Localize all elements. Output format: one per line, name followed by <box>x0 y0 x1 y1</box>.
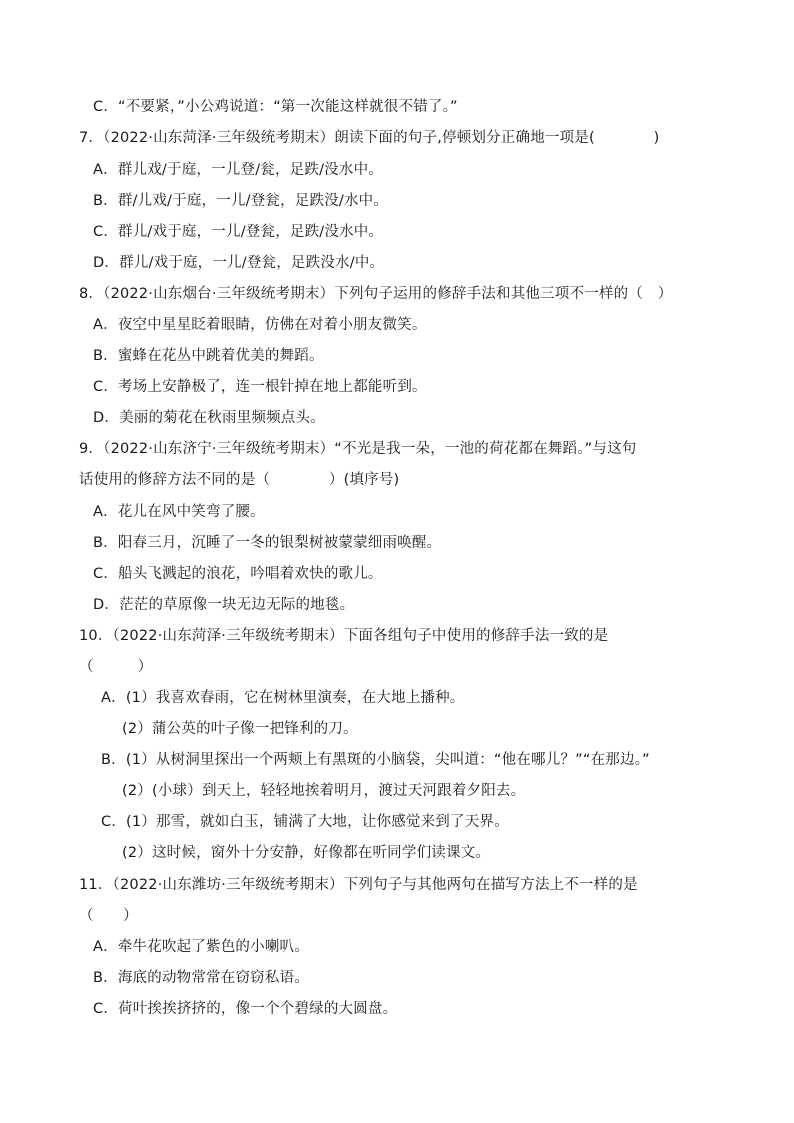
sub-option-text: (2）(小球）到天上，轻轻地挨着明月，渡过天河跟着夕阳去。 <box>122 783 526 799</box>
question-continuation: （ ） <box>79 908 138 924</box>
option-text: A．(1）我喜欢春雨，它在树林里演奏，在大地上播种。 <box>101 690 465 706</box>
option-text: C．荷叶挨挨挤挤的，像一个个碧绿的大圆盘。 <box>93 1001 398 1017</box>
question-text: 8．（2022·山东烟台·三年级统考期末）下列句子运用的修辞手法和其他三项不一样的（ ） <box>79 286 673 302</box>
question-continuation: 话使用的修辞方法不同的是（ ）(填序号) <box>79 472 400 488</box>
option-text: C．(1）那雪，就如白玉，铺满了大地，让你感觉来到了天界。 <box>101 814 509 830</box>
option-text: A．群儿戏/于庭，一儿登/瓮，足跌/没水中。 <box>93 162 383 178</box>
option-text: C．船头飞溅起的浪花，吟唱着欢快的歌儿。 <box>93 566 383 582</box>
option-text: B．群/儿戏/于庭，一儿/登瓮，足跌没/水中。 <box>93 193 389 209</box>
option-text: A．牵牛花吹起了紫色的小喇叭。 <box>93 939 309 955</box>
option-text: C．“不要紧，”小公鸡说道：“第一次能这样就很不错了。” <box>93 99 458 115</box>
option-text: B．(1）从树洞里探出一个两颊上有黑斑的小脑袋，尖叫道：“他在哪儿？”“在那边。” <box>101 752 650 768</box>
option-text: D．美丽的菊花在秋雨里频频点头。 <box>93 410 325 426</box>
sub-option-text: (2）蒲公英的叶子像一把锋利的刀。 <box>122 721 358 737</box>
question-text: 11．（2022·山东潍坊·三年级统考期末）下列句子与其他两句在描写方法上不一样的是 <box>79 877 638 893</box>
question-continuation: （ ） <box>79 659 153 675</box>
option-text: B．蜜蜂在花丛中跳着优美的舞蹈。 <box>93 348 324 364</box>
question-text: 7．（2022·山东菏泽·三年级统考期末）朗读下面的句子,停顿划分正确地一项是( ) <box>79 130 660 146</box>
option-text: C．群儿/戏于庭，一儿/登瓮，足跌/没水中。 <box>93 224 384 240</box>
option-text: B．阳春三月，沉睡了一冬的银梨树被蒙蒙细雨唤醒。 <box>93 535 442 551</box>
option-text: D．群儿/戏于庭，一儿/登瓮，足跌没水/中。 <box>93 255 385 271</box>
option-text: A．夜空中星星眨着眼睛，仿佛在对着小朋友微笑。 <box>93 317 427 333</box>
option-text: B．海底的动物常常在窃窃私语。 <box>93 970 309 986</box>
question-text: 9．（2022·山东济宁·三年级统考期末）“不光是我一朵，一池的荷花都在舞蹈。”与这句 <box>79 441 637 457</box>
sub-option-text: (2）这时候，窗外十分安静，好像都在听同学们读课文。 <box>122 845 491 861</box>
option-text: C．考场上安静极了，连一根针掉在地上都能听到。 <box>93 379 427 395</box>
option-text: D．茫茫的草原像一块无边无际的地毯。 <box>93 597 355 613</box>
option-text: A．花儿在风中笑弯了腰。 <box>93 504 265 520</box>
question-text: 10．（2022·山东菏泽·三年级统考期末）下面各组句子中使用的修辞手法一致的是 <box>79 628 609 644</box>
